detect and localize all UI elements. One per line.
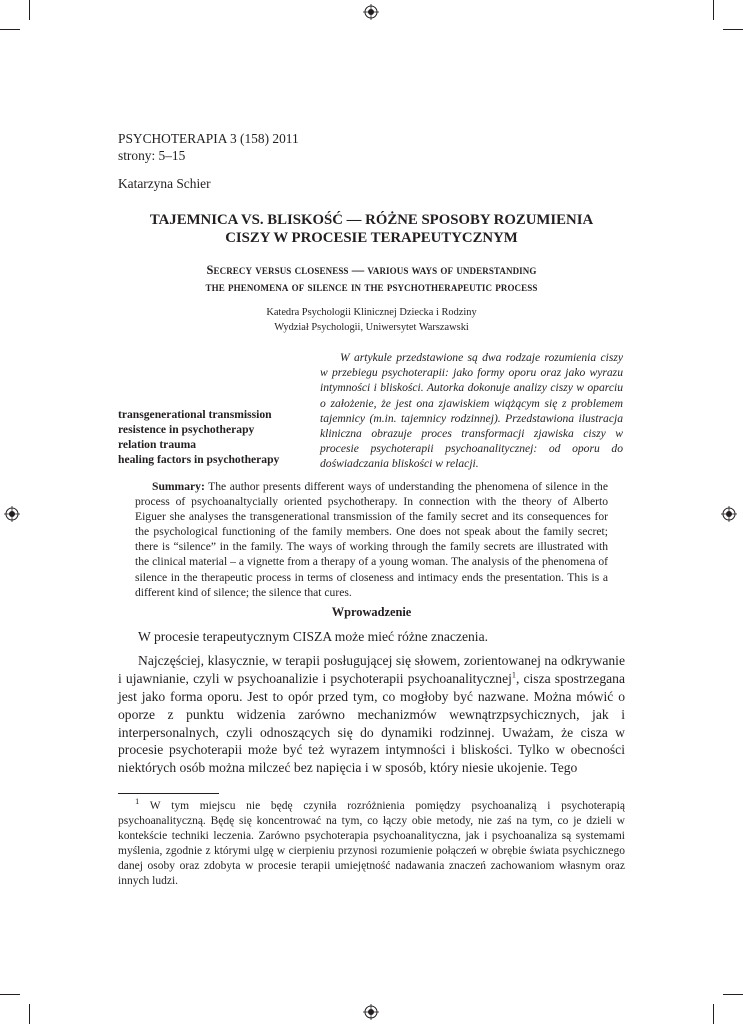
crop-mark [29, 0, 30, 20]
affiliation-line: Wydział Psychologii, Uniwersytet Warszawski [274, 322, 469, 333]
crop-mark [723, 994, 743, 995]
footnote-text: W tym miejscu nie będę czyniła rozróżnienia pomiędzy psychoanalizą i psychoterapią psychoanalityczną. Będę się koncentrować na tym, co łączy obie metody, nie zaś na tym, co je dzieli w kontekście techniki leczenia. Zarówno psychoterapia psychoanalityczna, jak i psychoanaliza są systemami myślenia, zgodnie z którymi ulgę w cierpieniu przynosi rozumienie połączeń w obrębie świata psychicznego danej osoby oraz zdobyta w procesie terapii umiejętność nadawania znaczeń zachowaniom własnym oraz innych ludzi. [118, 800, 625, 888]
abstract-polish [320, 350, 623, 472]
journal-pages: strony: 5–15 [118, 148, 186, 163]
summary-text: The author presents different ways of understanding the phenomena of silence in the process of psychoanaltycially oriented psychotherapy. In connection with the theory of Alberto Eiguer she analyses the transgenerational transmission of the family secret and its consequences for the psychological functioning of the family members. One does not speak about the family secret; there is “silence” in the family. The ways of working through the family secrets are illustrated with the clinical material – a vignette from a therapy of a young woman. The analysis of the phenomena of silence in the therapeutic process in terms of closeness and intimacy ends the presentation. This is a different kind of silence; the silence that cures. [135, 480, 608, 599]
keyword: healing factors in psychotherapy [118, 453, 280, 466]
footnote-divider [118, 793, 219, 794]
keyword: resistence in psychotherapy [118, 423, 255, 436]
section-heading: Wprowadzenie [331, 605, 412, 619]
registration-mark-icon [4, 506, 20, 522]
keyword: transgenerational transmission [118, 408, 272, 421]
crop-mark [0, 29, 20, 30]
footnote-ref[interactable]: 1 [511, 670, 516, 680]
keyword: relation trauma [118, 438, 197, 451]
summary-label: Summary: [152, 480, 205, 493]
crop-mark [0, 994, 20, 995]
subtitle-line: the phenomena of silence in the psychotherapeutic process [205, 280, 538, 294]
footnote-marker: 1 [135, 796, 140, 807]
registration-mark-icon [721, 506, 737, 522]
keywords [118, 407, 279, 467]
crop-mark [713, 1004, 714, 1024]
body-text [118, 628, 625, 777]
affiliation [100, 305, 643, 335]
crop-mark [723, 29, 743, 30]
paragraph: W procesie terapeutycznym CISZA może mieć różne znaczenia. [138, 629, 489, 644]
affiliation-line: Katedra Psychologii Klinicznej Dziecka i Rodziny [266, 307, 477, 318]
title-line: CISZY W PROCESIE TERAPEUTYCZNYM [225, 230, 518, 246]
footnote [118, 796, 625, 890]
article-subtitle [100, 262, 643, 296]
registration-mark-icon [363, 1004, 379, 1020]
registration-mark-icon [363, 4, 379, 20]
article-title [100, 211, 643, 247]
paragraph: Najczęściej, klasycznie, w terapii posługującej się słowem, zorientowanej na odkrywanie i ujawnianie, czyli w psychoanalizie i psychoterapii psychoanalitycznej$^1$, cisza spostrzegana jest jako forma oporu. Jest to opór przed tym, co mogłoby być nazwane. Można mówić o oporze z punktu widzenia zarówno mechanizmów wewnątrzpsychicznych, jak i interpersonalnych, czyli odnoszących się do dynamiki rodzinnej. Uważam, że cisza w procesie psychoterapii może być też wyrazem intymności i bliskości. Tylko w obecności niektórych osób można milczeć bez napięcia i w sposób, który niesie ukojenie. Tego [118, 652, 625, 776]
crop-mark [29, 1004, 30, 1024]
author-name: Katarzyna Schier [118, 176, 211, 191]
abstract-text: W artykule przedstawione są dwa rodzaje rozumienia ciszy w przebiegu psychoterapii: jako formy oporu oraz jako wyrazu intymności i bliskości. Autorka dokonuje analizy ciszy w oparciu o założenie, że jest ona zjawiskiem wiążącym się z problemem tajemnicy (m.in. tajemnicy rodzinnej). Przedstawiona ilustracja kliniczna obrazuje proces transformacji zjawiska ciszy w procesie psychoterapii psychoanalitycznej: od oporu do doświadczania bliskości w relacji. [320, 351, 623, 471]
crop-mark [713, 0, 714, 20]
summary [135, 479, 608, 600]
journal-info [118, 130, 299, 164]
subtitle-line: Secrecy versus closeness — various ways of understanding [206, 263, 537, 277]
title-line: TAJEMNICA VS. BLISKOŚĆ — RÓŻNE SPOSOBY ROZUMIENIA [149, 212, 594, 228]
journal-issue: PSYCHOTERAPIA 3 (158) 2011 [118, 131, 299, 146]
